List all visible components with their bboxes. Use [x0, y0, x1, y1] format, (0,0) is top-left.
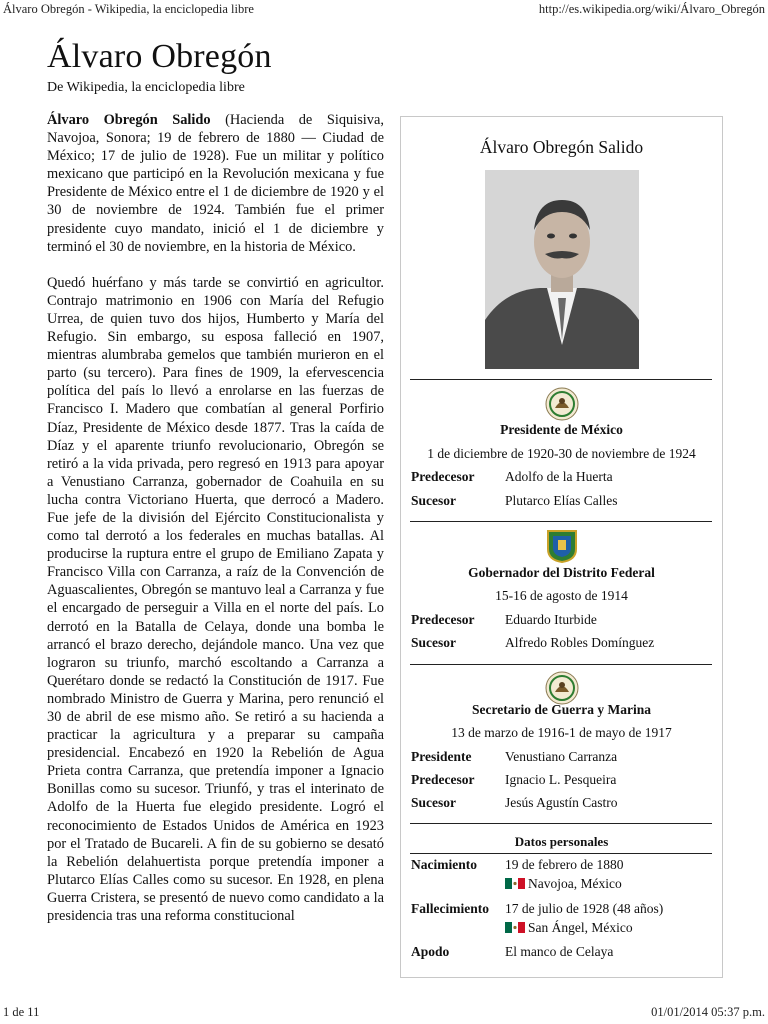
section-divider [410, 379, 712, 380]
label-successor: Sucesor [411, 795, 456, 810]
value-death-place[interactable]: San Ángel, México [528, 920, 633, 935]
mexico-flag-icon [505, 922, 525, 933]
value-predecessor[interactable]: Ignacio L. Pesqueira [505, 772, 617, 787]
value-president[interactable]: Venustiano Carranza [505, 749, 618, 764]
coat-of-arms-mexico-icon [545, 387, 579, 421]
lead-name: Álvaro Obregón Salido [47, 112, 211, 128]
section-divider [410, 664, 712, 665]
value-nickname: El manco de Celaya [505, 944, 614, 959]
value-birth-place[interactable]: Navojoa, México [528, 876, 622, 891]
biography-paragraph: Quedó huérfano y más tarde se convirtió en agricultor. Contrajo matrimonio en 1906 con María del Refugio Urrea, de quien tuvo dos hijos, Humberto y María del Refugio. Sin embargo, su esposa falleció en 1907, mientras alumbraba gemelos que también murieron en el parto (su tercero). Para fines de 1909, la efervescencia política del país lo llevó a enrolarse en las fuerzas de Francisco I. Madero que combatían al general Porfirio Díaz, Presidente de México desde 1877. Tras la caída de Díaz y el aparente triunfo revolucionario, Obregón se retiró a la vida privada, pero regresó en 1913 para apoyar a Venustiano Carranza, gobernador de Coahuila en su lucha contra Victoriano Huerta, que derrocó a Madero. Fue jefe de la división del Ejército Constitucionalista y como tal derrotó a los federales en muchas batallas. Al producirse la ruptura entre el grupo de Emiliano Zapata y Francisco Villa con Carranza, a raíz de la Convención de Aguascalientes, Obregón se mantuvo leal a Carranza y fue el encargado de perseguir a Villa en el norte del país. Lo derrotó en la Batalla de Celaya, donde una bomba le arrancó el brazo derecho, dejándole manco. Una vez que lograron su triunfo, marchó escoltando a Carranza a Querétaro donde se redactó la Constitución de 1917. Fue nombrado Ministro de Guerra y Marina, pero renunció el 30 de abril de ese mismo año. Se retiró a su hacienda a practicar la agricultura y a preparar su campaña presidencial. Encabezó en 1920 la Rebelión de Agua Prieta contra Carranza, que pretendía imponer a Ignacio Bonillas como su sucesor. Triunfó, y tras el interinato de Adolfo de la Huerta fue elegido presidente. Logró el reconocimiento de Estados Unidos de América en 1923 por el Tratado de Bucareli. A fin de su gobierno se desató la Rebelión delahuertista porque pretendía imponer a Plutarco Elías Calles como su sucesor. En 1928, en plena Guerra Cristera, se presentó de nuevo como candidato a la presidencia tras una reforma constitucional [47, 274, 384, 925]
office-title-governor: Gobernador del Distrito Federal [468, 565, 655, 580]
office-title-war-secretary: Secretario de Guerra y Marina [472, 702, 651, 717]
infobox [400, 116, 723, 978]
label-nickname: Apodo [411, 944, 450, 959]
label-birth: Nacimiento [411, 857, 477, 872]
value-predecessor[interactable]: Eduardo Iturbide [505, 612, 597, 627]
section-divider [410, 853, 712, 854]
value-death-date[interactable]: 17 de julio de 1928 (48 años) [505, 901, 664, 916]
portrait-photo [485, 170, 639, 369]
office-dates-governor: 15-16 de agosto de 1914 [495, 588, 628, 603]
print-header-url[interactable]: http://es.wikipedia.org/wiki/Álvaro_Obregón [538, 2, 765, 16]
mexico-flag-icon [505, 878, 525, 889]
office-title-president: Presidente de México [500, 422, 623, 437]
personal-data-header: Datos personales [514, 834, 609, 849]
value-successor[interactable]: Jesús Agustín Castro [505, 795, 618, 810]
portrait-image[interactable] [485, 170, 639, 369]
print-header-title: Álvaro Obregón - Wikipedia, la enciclopedia libre [3, 2, 254, 16]
value-successor[interactable]: Plutarco Elías Calles [505, 493, 618, 508]
value-predecessor[interactable]: Adolfo de la Huerta [505, 469, 613, 484]
label-successor: Sucesor [411, 635, 456, 650]
lead-text: (Hacienda de Siquisiva, Navojoa, Sonora; 19 de febrero de 1880 — Ciudad de México; 17 de julio de 1928). Fue un militar y político mexicano que participó en la Revolución mexicana y fue Presidente de México entre el 1 de diciembre de 1920 y el 30 de noviembre de 1924. También fue el primer presidente cuyo mandato, inició el 1 de diciembre y terminó el 30 de noviembre, en la historia de México. [47, 112, 384, 255]
infobox-title: Álvaro Obregón Salido [479, 137, 644, 157]
page-subtitle: De Wikipedia, la enciclopedia libre [47, 80, 245, 95]
office-dates-war-secretary: 13 de marzo de 1916-1 de mayo de 1917 [451, 725, 672, 740]
label-president: Presidente [411, 749, 472, 764]
print-datetime: 01/01/2014 05:37 p.m. [651, 1005, 765, 1019]
lead-paragraph [47, 111, 384, 256]
coat-of-arms-distrito-federal-icon [545, 529, 579, 563]
value-birth-date[interactable]: 19 de febrero de 1880 [505, 857, 624, 872]
label-predecessor: Predecesor [411, 612, 475, 627]
article-body [47, 111, 384, 943]
section-divider [410, 823, 712, 824]
death-place [505, 920, 633, 936]
label-predecessor: Predecesor [411, 469, 475, 484]
section-divider [410, 521, 712, 522]
label-successor: Sucesor [411, 493, 456, 508]
page-title: Álvaro Obregón [47, 38, 272, 75]
birth-place [505, 876, 622, 892]
value-successor[interactable]: Alfredo Robles Domínguez [505, 635, 655, 650]
office-dates-president: 1 de diciembre de 1920-30 de noviembre de 1924 [427, 446, 696, 461]
coat-of-arms-mexico-icon [545, 671, 579, 705]
label-predecessor: Predecesor [411, 772, 475, 787]
label-death: Fallecimiento [411, 901, 489, 916]
page-counter: 1 de 11 [3, 1005, 40, 1019]
